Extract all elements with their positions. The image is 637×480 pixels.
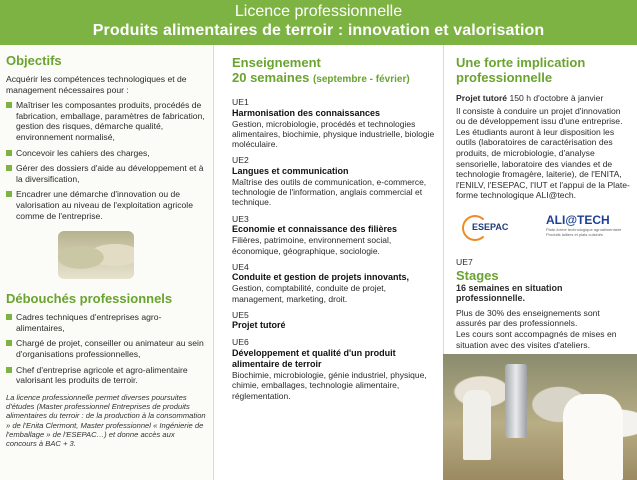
debouches-note: La licence professionnelle permet diverses poursuites d'études (Master professionnel Entreprises de produits alimentaires du terroir : de la production à la consommation » de l'Enita Clermont, Master professionnel « Ingénierie de l'emballage » de l'ESEPAC…) et donne accès aux concours à BAC + 3. — [6, 392, 206, 449]
projet-tutore-line: Projet tutoré 150 h d'octobre à janvier — [456, 93, 604, 103]
ue-block: UE4 Conduite et gestion de projets innovants, Gestion, comptabilité, conduite de projet, management, marketing, droit. — [232, 261, 410, 304]
column-objectifs — [0, 45, 213, 480]
implication-text: Il consiste à conduire un projet d'innovation ou de développement issu d'une entreprise. Les étudiants auront à leur disposition les outils (laboratoires de caractérisation des produits, de microbiologie, d'analyse sensorielle, laboratoire des viandes et de technologie fromagère, laiterie), de l'ENITA, l'ENILV, l'ESEPAC, l'IUT et l'appui de la Plate-forme technologique ALI@tech. — [456, 105, 630, 201]
square-bullet-icon — [6, 165, 12, 171]
page-header — [0, 0, 637, 45]
ue-block: UE5 Projet tutoré — [232, 309, 286, 331]
column-enseignement — [213, 45, 443, 480]
ue-block: UE2 Langues et communication Maîtrise des outils de communication, e-commerce, technologie de l'information, anglais commercial et technique. — [232, 155, 427, 208]
stages-text1: Plus de 30% des enseignements sont assurés par des professionnels. — [456, 307, 600, 329]
implication-title: Une forte implication professionnelle — [456, 55, 586, 85]
objectifs-intro: Acquérir les compétences technologiques et de management nécessaires pour : — [6, 74, 187, 95]
stages-text2: Les cours sont accompagnés de mises en situation avec des visites d'ateliers. — [456, 328, 617, 350]
cheese-photo — [58, 231, 134, 279]
header-line1: Licence professionnelle — [234, 3, 403, 20]
stages-title: Stages — [456, 267, 499, 283]
objectifs-bullet: Encadrer une démarche d'innovation ou de valorisation au niveau de l'exploitation agricole comme de l'entreprise. — [6, 189, 207, 221]
objectifs-title: Objectifs — [6, 53, 62, 68]
square-bullet-icon — [6, 340, 12, 346]
esepac-logo: ESEPAC — [462, 215, 522, 241]
ue7-code: UE7 — [456, 256, 473, 267]
square-bullet-icon — [6, 102, 12, 108]
square-bullet-icon — [6, 367, 12, 373]
debouches-bullet: Chef d'entreprise agricole et agro-alimentaire valorisant les produits de terroir. — [6, 365, 207, 386]
debouches-bullet: Cadres techniques d'entreprises agro-alimentaires, — [6, 312, 207, 333]
square-bullet-icon — [6, 314, 12, 320]
debouches-title: Débouchés professionnels — [6, 291, 173, 307]
enseignement-subtitle: 20 semaines (septembre - février) — [232, 70, 410, 85]
square-bullet-icon — [6, 191, 12, 197]
debouches-bullet: Chargé de projet, conseiller ou animateur au sein d'organisations professionnelles, — [6, 338, 207, 359]
ue-block: UE1 Harmonisation des connaissances Gestion, microbiologie, procédés et technologies alimentaires, biochimie, physique industrielle, biologie moléculaire. — [232, 97, 435, 150]
stages-duration: 16 semaines en situation professionnelle. — [456, 282, 563, 304]
ue-block: UE3 Economie et connaissance des filières Filières, patrimoine, environnement social, économique, géographique, sociologie. — [232, 213, 398, 256]
objectifs-bullet: Maîtriser les composantes produits, procédés de fabrication, emballage, paramètres de fabrication, gestion des risques, démarche qualité, environnement normalisé, — [6, 100, 207, 142]
header-title: Produits alimentaires de terroir : innovation et valorisation — [92, 22, 545, 39]
square-bullet-icon — [6, 150, 12, 156]
alitech-logo: ALI@TECH Plate-forme technologique agroalimentaire Produits laitiers et plats cuisinés — [546, 212, 622, 237]
partner-logos — [456, 211, 631, 251]
enseignement-title: Enseignement — [232, 55, 321, 70]
objectifs-bullet: Concevoir les cahiers des charges, — [6, 148, 207, 159]
workshop-photo — [443, 354, 637, 480]
objectifs-bullet: Gérer des dossiers d'aide au développement et à la diversification, — [6, 163, 207, 184]
ue-block: UE6 Développement et qualité d'un produit alimentaire de terroir Biochimie, microbiologie, génie industriel, physique, chimie, emballages, technologie alimentaire, réglementation. — [232, 337, 427, 401]
